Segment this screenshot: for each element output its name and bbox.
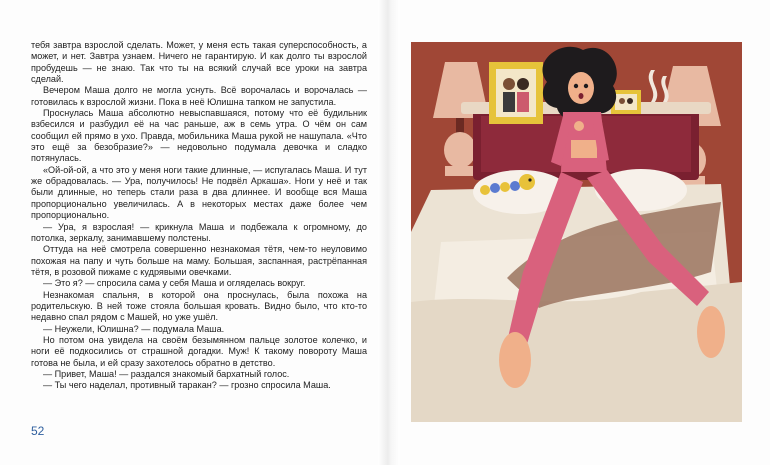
paragraph: Но потом она увидела на своём безымянном пальце золотое колечко, и ноги её подкосились от страшной догадки. Муж! К такому повороту Маша готова не была, и ей сразу захотелось обратно в детство. [31,334,367,368]
paragraph: Проснулась Маша абсолютно невыспавшаяся, потому что её будильник взбесился и разбудил её на час раньше, аж в семь утра. О чём он сам сообщил ей прямо в ухо. Правда, мобильника Маша рукой не нашупала. «Что это ещё за безобразие?» — недовольно подумала девочка и сладко потянулась. [31,108,367,164]
page-gutter [378,0,400,465]
paragraph: Незнакомая спальня, в которой она проснулась, была похожа на родительскую. В ней тоже стояла большая кровать. Видно было, что кто-то недавно спал рядом с Машей, но уже ушёл. [31,289,367,323]
paragraph: — Неужели, Юлишна? — подумала Маша. [43,323,225,334]
page-number: 52 [31,424,45,438]
paragraph: тебя завтра взрослой сделать. Может, у меня есть такая суперспособность, а может, и нет. Завтра узнаем. Ничего не гарантирую. И как долго ты взрослой пробудешь — не знаю. Так что ты на всякий случай все уроки на завтра сделай. [31,40,367,85]
illustration [411,42,742,422]
paragraph: «Ой-ой-ой, а что это у меня ноги такие длинные, — испугалась Маша. И тут же обрадовалась. — Ура, получилось! Не подвёл Аркаша». Ноги у неё и так были длинные, но теперь стали раза в два длиннее. И вообще вся Маша пропорционально увеличилась. А в некоторых местах даже более чем пропорционально. [31,164,367,221]
paragraph: — Это я? — спросила сама у себя Маша и огляделась вокруг. [43,278,306,289]
paragraph: Вечером Маша долго не могла уснуть. Всё ворочалась и ворочалась — готовилась к взрослой жизни. Пока в неё Юлишна тапком не запустила. [31,85,367,107]
paragraph: Оттуда на неё смотрела совершенно незнакомая тётя, чем-то неуловимо похожая на папу и чуть больше на маму. Большая, заспанная, растрёпанная тётя, в розовой пижаме с кудрявыми овечками. [31,244,367,277]
paragraph: — Ты чего наделал, противный таракан? — грозно спросила Маша. [43,380,331,391]
text-column [31,40,367,392]
paragraph: — Привет, Маша! — раздался знакомый бархатный голос. [43,368,290,379]
paragraph: — Ура, я взрослая! — крикнула Маша и подбежала к огромному, до потолка, зеркалу, занимавшему полстены. [31,221,367,243]
framed-photo-icon [489,62,543,124]
